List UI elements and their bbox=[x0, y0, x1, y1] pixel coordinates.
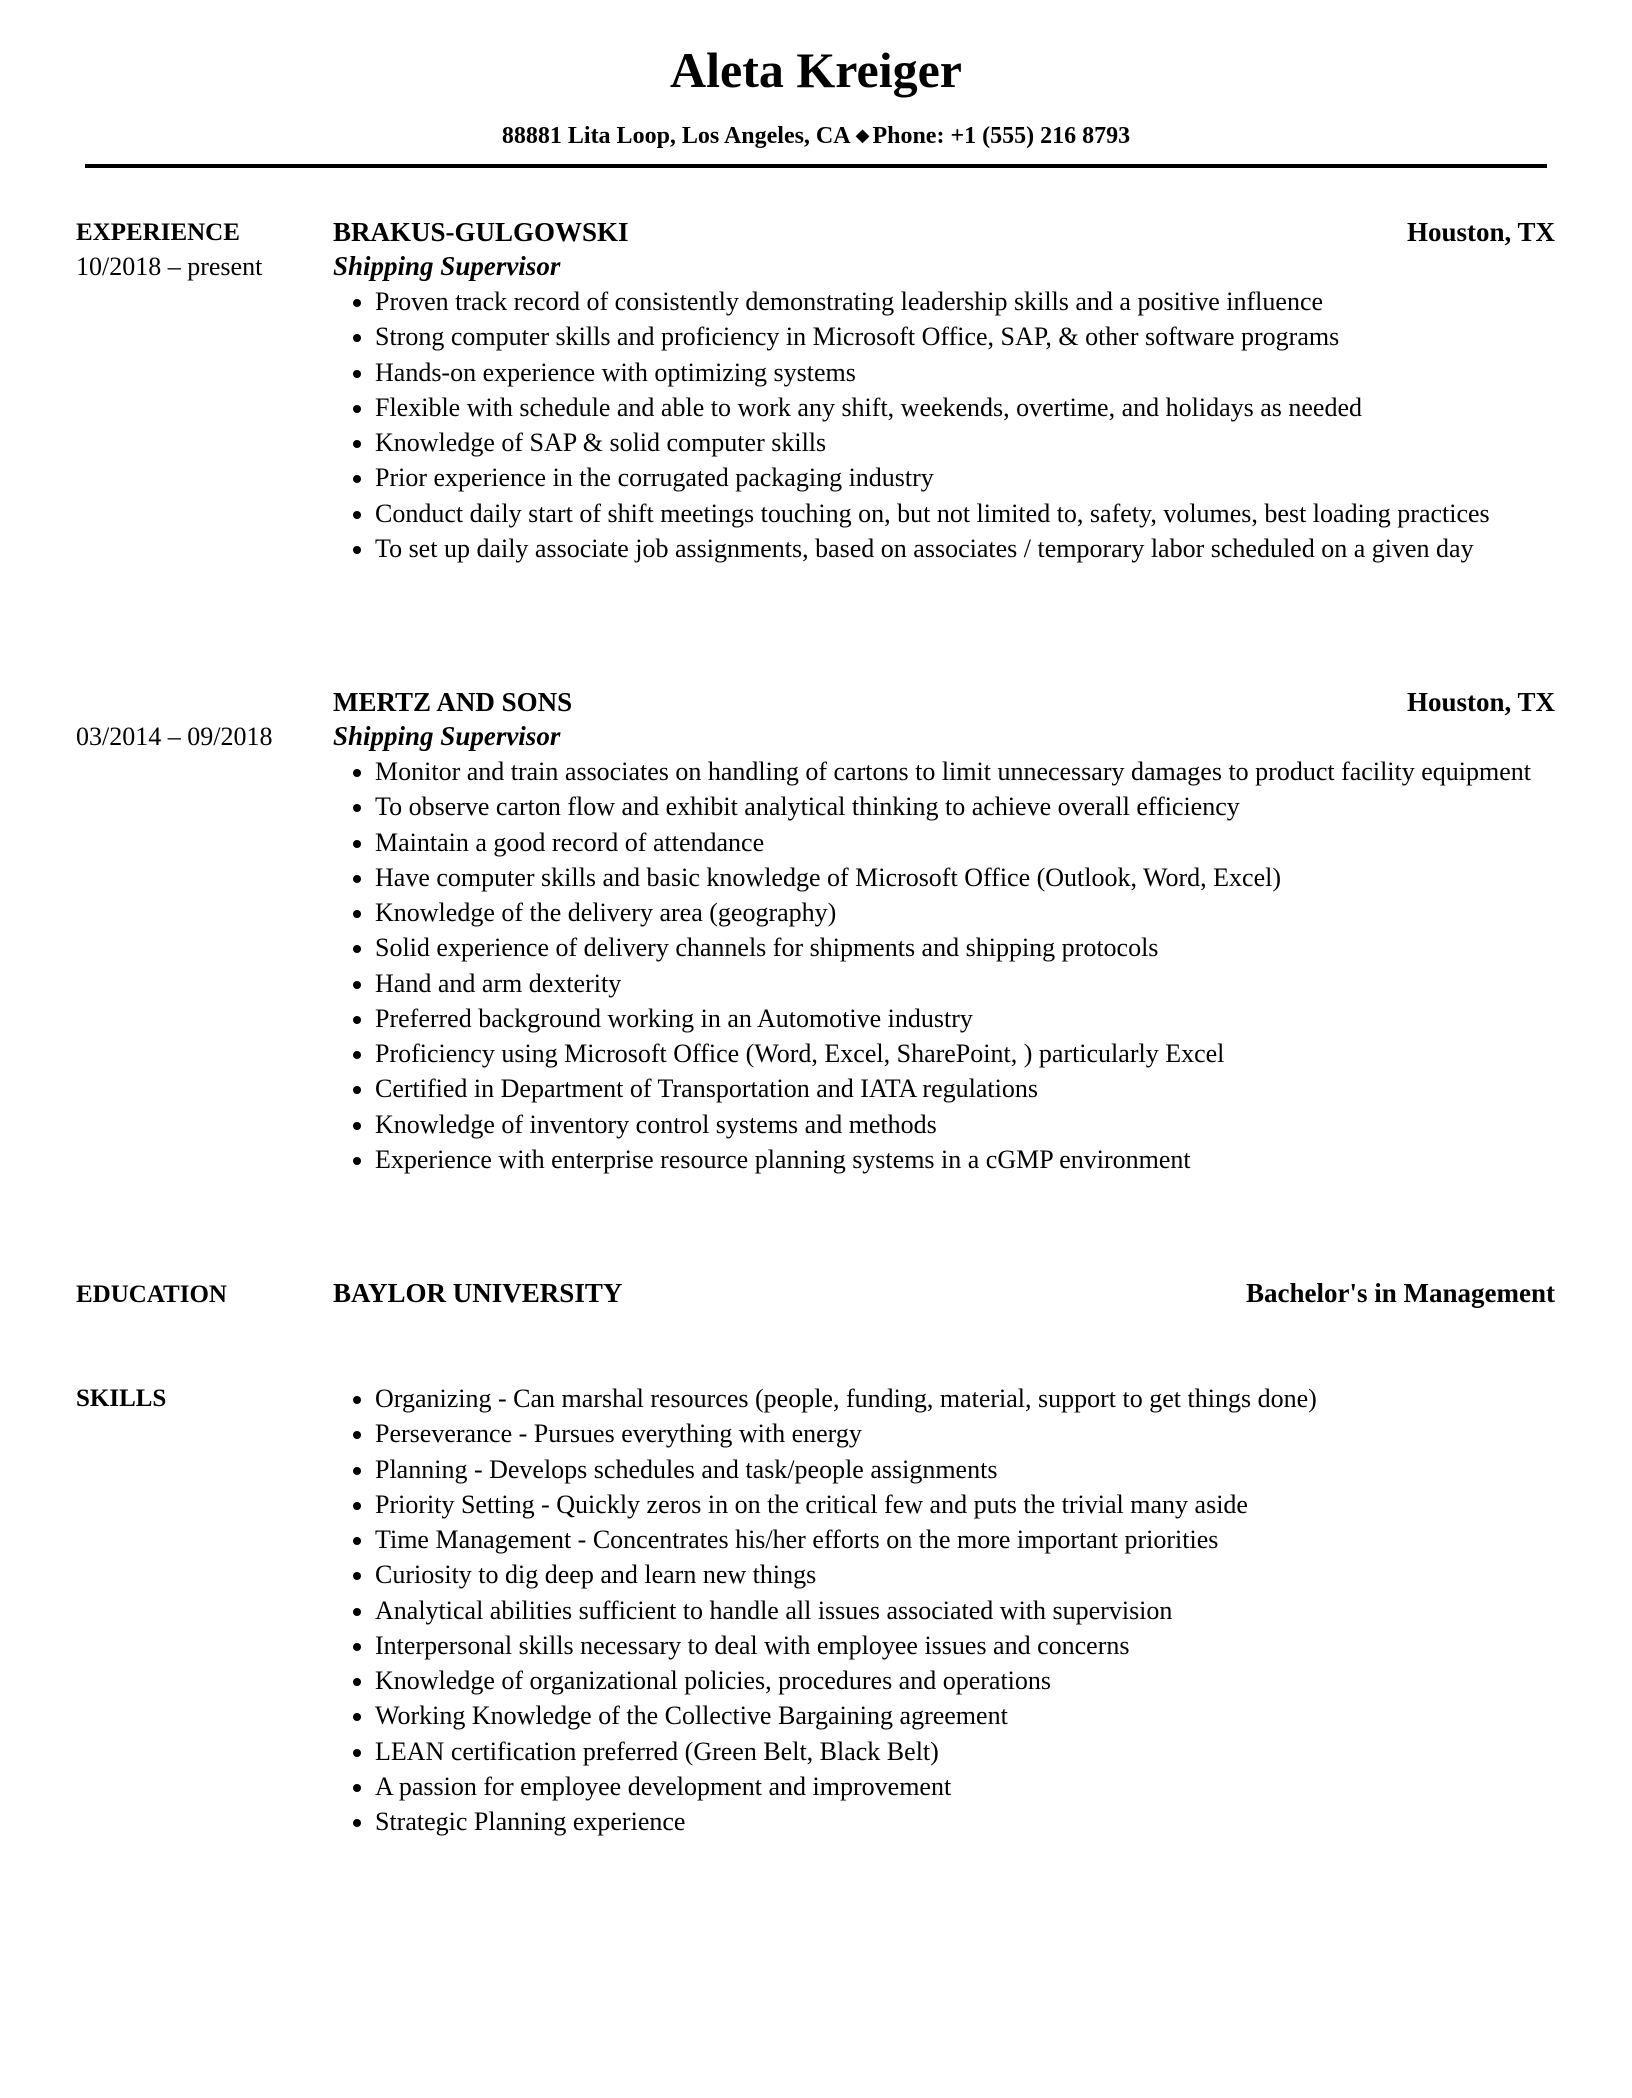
list-item: Strategic Planning experience bbox=[375, 1804, 1555, 1839]
list-item: Proven track record of consistently demonstrating leadership skills and a positive influence bbox=[375, 284, 1555, 319]
skills-list bbox=[375, 1381, 1555, 1839]
job-location: Houston, TX bbox=[1406, 687, 1555, 717]
job-bullets bbox=[375, 754, 1555, 1177]
list-item: Knowledge of SAP & solid computer skills bbox=[375, 425, 1555, 460]
job-bullets bbox=[375, 284, 1555, 566]
list-item: Have computer skills and basic knowledge of Microsoft Office (Outlook, Word, Excel) bbox=[375, 860, 1555, 895]
degree: Bachelor's in Management bbox=[1246, 1278, 1555, 1308]
list-item: Planning - Develops schedules and task/people assignments bbox=[375, 1452, 1555, 1487]
list-item: To set up daily associate job assignments, based on associates / temporary labor scheduled on a given day bbox=[375, 531, 1555, 566]
list-item: To observe carton flow and exhibit analytical thinking to achieve overall efficiency bbox=[375, 789, 1555, 824]
list-item: Monitor and train associates on handling of cartons to limit unnecessary damages to product facility equipment bbox=[375, 754, 1555, 789]
list-item: Experience with enterprise resource planning systems in a cGMP environment bbox=[375, 1142, 1555, 1177]
header-divider bbox=[85, 164, 1547, 168]
list-item: Organizing - Can marshal resources (people, funding, material, support to get things done) bbox=[375, 1381, 1555, 1416]
list-item: A passion for employee development and improvement bbox=[375, 1769, 1555, 1804]
job-dates: 03/2014 – 09/2018 bbox=[76, 722, 273, 751]
section-label-experience: EXPERIENCE bbox=[76, 219, 240, 246]
school-name: BAYLOR UNIVERSITY bbox=[333, 1278, 623, 1308]
section-label-skills: SKILLS bbox=[76, 1385, 167, 1412]
list-item: Proficiency using Microsoft Office (Word, Excel, SharePoint, ) particularly Excel bbox=[375, 1036, 1555, 1071]
list-item: Perseverance - Pursues everything with energy bbox=[375, 1416, 1555, 1451]
job-location: Houston, TX bbox=[1406, 217, 1555, 247]
list-item: Certified in Department of Transportation and IATA regulations bbox=[375, 1071, 1555, 1106]
company-name: BRAKUS-GULGOWSKI bbox=[333, 217, 629, 247]
list-item: Priority Setting - Quickly zeros in on the critical few and puts the trivial many aside bbox=[375, 1487, 1555, 1522]
list-item: Prior experience in the corrugated packaging industry bbox=[375, 460, 1555, 495]
list-item: LEAN certification preferred (Green Belt, Black Belt) bbox=[375, 1734, 1555, 1769]
address: 88881 Lita Loop, Los Angeles, CA bbox=[501, 123, 851, 149]
list-item: Hand and arm dexterity bbox=[375, 966, 1555, 1001]
list-item: Maintain a good record of attendance bbox=[375, 825, 1555, 860]
list-item: Curiosity to dig deep and learn new things bbox=[375, 1557, 1555, 1592]
candidate-name: Aleta Kreiger bbox=[670, 42, 962, 98]
phone-number: +1 (555) 216 8793 bbox=[950, 123, 1131, 149]
contact-line bbox=[0, 122, 1632, 151]
list-item: Conduct daily start of shift meetings touching on, but not limited to, safety, volumes, best loading practices bbox=[375, 496, 1555, 531]
job-title: Shipping Supervisor bbox=[333, 251, 561, 281]
phone-label: Phone: bbox=[872, 123, 945, 149]
list-item: Knowledge of inventory control systems and methods bbox=[375, 1107, 1555, 1142]
list-item: Analytical abilities sufficient to handle all issues associated with supervision bbox=[375, 1593, 1555, 1628]
job-title: Shipping Supervisor bbox=[333, 721, 561, 751]
list-item: Interpersonal skills necessary to deal with employee issues and concerns bbox=[375, 1628, 1555, 1663]
list-item: Knowledge of organizational policies, procedures and operations bbox=[375, 1663, 1555, 1698]
list-item: Working Knowledge of the Collective Bargaining agreement bbox=[375, 1698, 1555, 1733]
diamond-separator-icon: ◆ bbox=[855, 125, 870, 145]
job-dates: 10/2018 – present bbox=[76, 252, 263, 281]
list-item: Time Management - Concentrates his/her efforts on the more important priorities bbox=[375, 1522, 1555, 1557]
list-item: Hands-on experience with optimizing systems bbox=[375, 355, 1555, 390]
company-name: MERTZ AND SONS bbox=[333, 687, 573, 717]
list-item: Strong computer skills and proficiency in Microsoft Office, SAP, & other software programs bbox=[375, 319, 1555, 354]
list-item: Solid experience of delivery channels for shipments and shipping protocols bbox=[375, 930, 1555, 965]
section-label-education: EDUCATION bbox=[76, 1281, 227, 1308]
list-item: Flexible with schedule and able to work any shift, weekends, overtime, and holidays as needed bbox=[375, 390, 1555, 425]
list-item: Preferred background working in an Automotive industry bbox=[375, 1001, 1555, 1036]
list-item: Knowledge of the delivery area (geography) bbox=[375, 895, 1555, 930]
